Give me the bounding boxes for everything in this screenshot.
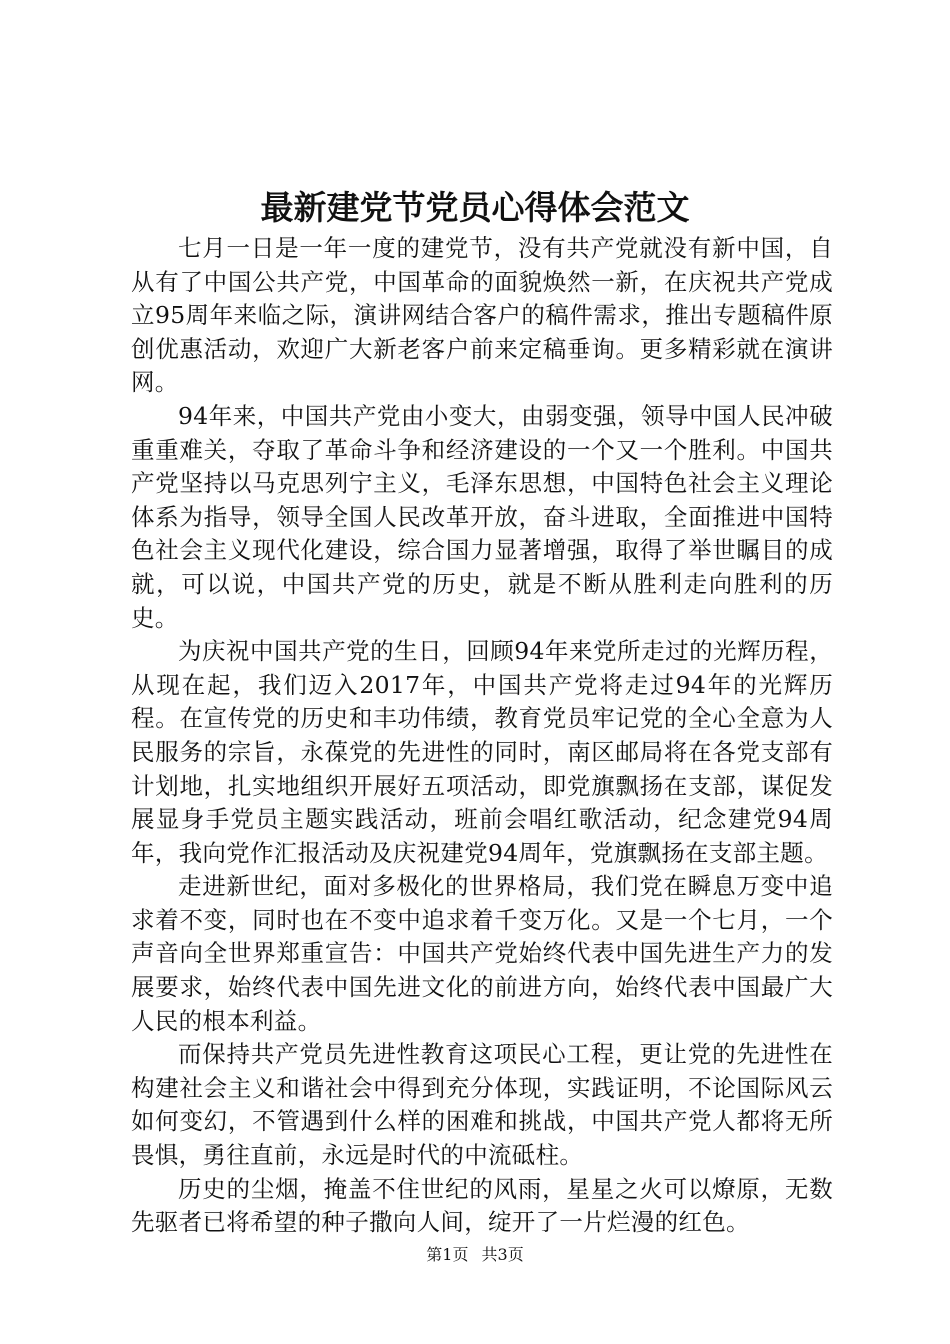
paragraph-1: 七月一日是一年一度的建党节，没有共产党就没有新中国，自从有了中国公共产党，中国革命的面貌焕然一新，在庆祝共产党成立95周年来临之际，演讲网结合客户的稿件需求，推出专题稿件原创优惠活动，欢迎广大新老客户前来定稿垂询。更多精彩就在演讲网。 — [131, 234, 833, 397]
paragraph-5: 而保持共产党员先进性教育这项民心工程，更让党的先进性在构建社会主义和谐社会中得到充分体现，实践证明，不论国际风云如何变幻，不管遇到什么样的困难和挑战，中国共产党人都将无所畏惧，勇往直前，永远是时代的中流砥柱。 — [131, 1040, 833, 1170]
document-body — [131, 232, 833, 1240]
page-total: 共3页 — [481, 1245, 524, 1264]
document-title: 最新建党节党员心得体会范文 — [260, 188, 690, 227]
page-footer — [0, 1244, 950, 1266]
page-number: 第1页 — [426, 1245, 469, 1264]
paragraph-3: 为庆祝中国共产党的生日，回顾94年来党所走过的光辉历程，从现在起，我们迈入2017年，中国共产党将走过94年的光辉历程。在宣传党的历史和丰功伟绩，教育党员牢记党的全心全意为人民服务的宗旨，永葆党的先进性的同时，南区邮局将在各党支部有计划地，扎实地组织开展好五项活动，即党旗飘扬在支部，谋促发展显身手党员主题实践活动，班前会唱红歌活动，纪念建党94周年，我向党作汇报活动及庆祝建党94周年，党旗飘扬在支部主题。 — [131, 637, 833, 867]
paragraph-2: 94年来，中国共产党由小变大，由弱变强，领导中国人民冲破重重难关，夺取了革命斗争和经济建设的一个又一个胜利。中国共产党坚持以马克思列宁主义，毛泽东思想，中国特色社会主义理论体系为指导，领导全国人民改革开放，奋斗进取，全面推进中国特色社会主义现代化建设，综合国力显著增强，取得了举世瞩目的成就，可以说，中国共产党的历史，就是不断从胜利走向胜利的历史。 — [131, 401, 833, 632]
paragraph-6: 历史的尘烟，掩盖不住世纪的风雨，星星之火可以燎原，无数先驱者已将希望的种子撒向人间，绽开了一片烂漫的红色。 — [131, 1174, 833, 1237]
paragraph-4: 走进新世纪，面对多极化的世界格局，我们党在瞬息万变中追求着不变，同时也在不变中追求着千变万化。又是一个七月，一个声音向全世界郑重宣告：中国共产党始终代表中国先进生产力的发展要求，始终代表中国先进文化的前进方向，始终代表中国最广大人民的根本利益。 — [131, 872, 833, 1035]
